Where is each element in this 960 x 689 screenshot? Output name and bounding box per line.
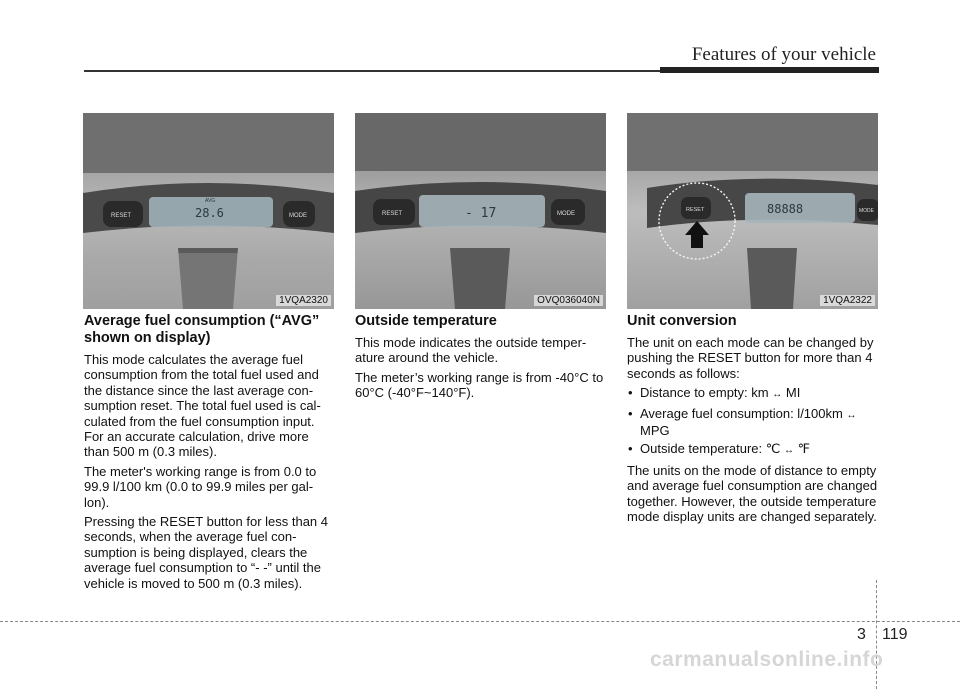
photo-code: 1VQA2322 — [820, 295, 875, 306]
display-value: 28.6 — [195, 206, 224, 220]
photo-outside-temp-display — [355, 113, 606, 309]
column-average-fuel — [84, 313, 336, 595]
double-arrow-icon: ↔ — [846, 409, 857, 421]
list-item: • Average fuel consumption: l/100km ↔ MPG — [627, 406, 879, 439]
double-arrow-icon: ↔ — [783, 445, 794, 457]
watermark: carmanualsonline.info — [650, 648, 884, 671]
list-item: • Distance to empty: km ↔ MI — [627, 385, 879, 402]
paragraph: The meter’s working range is from -40°C to 60°C (-40°F~140°F). — [355, 369, 604, 401]
mode-button-label: MODE — [557, 211, 575, 217]
display-value: 88888 — [767, 202, 804, 216]
list-item: • Outside temperature: ℃ ↔ ℉ — [627, 441, 879, 458]
column-unit-conversion — [627, 313, 879, 528]
photo-unit-conversion-display — [627, 113, 878, 309]
display-avg-label: AVG — [205, 198, 216, 204]
paragraph: This mode calculates the average fuel consumption from the total fuel used and the distance since the last average con- sumption reset. The total fuel used is cal- culated from the fuel consumption input. For an accurate calculation, drive more than 500 m (0.3 miles). — [84, 352, 321, 460]
photo-avg-display — [83, 113, 334, 309]
paragraph: The units on the mode of distance to empty and average fuel consumption are changed together. However, the outside temperature mode display units are changed separately. — [627, 462, 878, 525]
heading-outside-temperature: Outside temperature — [355, 313, 497, 329]
photo-code: OVQ036040N — [534, 295, 603, 306]
paragraph: Pressing the RESET button for less than 4 seconds, when the average fuel con- sumption is being displayed, clears the average fuel consumption to “- -” until the vehicle is moved to 500 m (0.3 miles). — [84, 514, 329, 591]
display-value: - 17 — [465, 206, 497, 221]
crop-line-vertical — [876, 580, 877, 689]
paragraph: The meter's working range is from 0.0 to 99.9 l/100 km (0.0 to 99.9 miles per gal- lon). — [84, 463, 317, 510]
section-number: 3 — [857, 626, 866, 643]
unit-list — [627, 385, 879, 459]
mode-button-label: MODE — [859, 208, 874, 214]
mode-button-label: MODE — [289, 213, 307, 219]
section-header-title: Features of your vehicle — [691, 44, 876, 65]
paragraph: This mode indicates the outside temper- ature around the vehicle. — [355, 335, 587, 366]
header-rule-accent — [660, 67, 879, 73]
crop-line-horizontal — [0, 621, 960, 622]
heading-unit-conversion: Unit conversion — [627, 313, 737, 329]
page-number: 119 — [882, 626, 908, 643]
reset-button-label: RESET — [686, 207, 705, 213]
column-outside-temperature — [355, 313, 607, 405]
double-arrow-icon: ↔ — [772, 389, 783, 401]
heading-average-fuel: Average fuel consumption (“AVG” shown on display) — [84, 313, 320, 346]
reset-button-label: RESET — [382, 211, 403, 217]
photo-code: 1VQA2320 — [276, 295, 331, 306]
reset-button-label: RESET — [111, 213, 132, 219]
paragraph: The unit on each mode can be changed by pushing the RESET button for more than 4 seconds as follows: — [627, 335, 874, 381]
